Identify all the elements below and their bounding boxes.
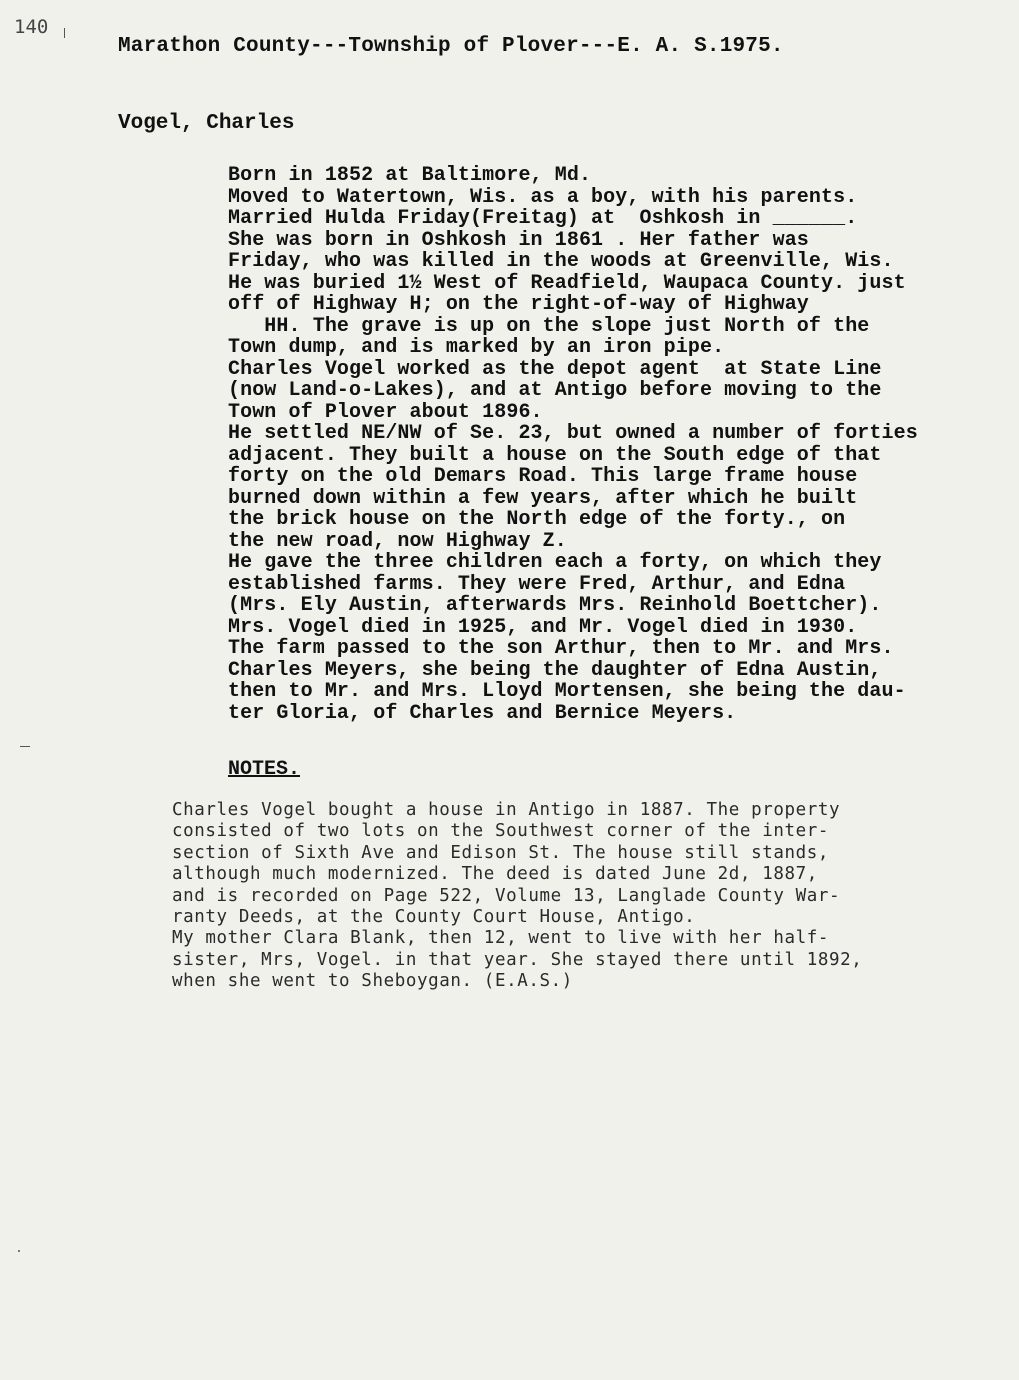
bio-line: burned down within a few years, after which he built	[228, 486, 858, 510]
bio-line: then to Mr. and Mrs. Lloyd Mortensen, she being the dau-	[228, 680, 906, 703]
bio-line: Charles Vogel worked as the depot agent at State Line	[228, 357, 882, 381]
biography-body	[228, 165, 1008, 724]
subject-name: Vogel, Charles	[118, 112, 295, 135]
notes-heading: NOTES.	[228, 758, 301, 781]
bio-line: adjacent. They built a house on the South edge of that	[228, 443, 882, 467]
note-line: section of Sixth Ave and Edison St. The house still stands,	[172, 842, 830, 863]
bio-line: The farm passed to the son Arthur, then to Mr. and Mrs.	[228, 637, 894, 660]
bio-line: He was buried 1½ West of Readfield, Waupaca County. just	[228, 271, 906, 295]
bio-line: Moved to Watertown, Wis. as a boy, with his parents.	[228, 185, 858, 209]
bio-line: (now Land-o-Lakes), and at Antigo before moving to the	[228, 379, 882, 402]
margin-tick	[64, 28, 65, 38]
bio-line: Born in 1852 at Baltimore, Md.	[228, 164, 592, 187]
document-header: Marathon County---Township of Plover---E. A. S.1975.	[118, 35, 784, 58]
note-line: sister, Mrs, Vogel. in that year. She stayed there until 1892,	[172, 949, 863, 970]
bio-line: Married Hulda Friday(Freitag) at Oshkosh in ______.	[228, 207, 858, 230]
note-line: ranty Deeds, at the County Court House, Antigo.	[172, 907, 696, 928]
bio-line: (Mrs. Ely Austin, afterwards Mrs. Reinhold Boettcher).	[228, 594, 882, 617]
note-line: My mother Clara Blank, then 12, went to live with her half-	[172, 928, 830, 949]
notes-body	[172, 800, 992, 993]
note-line: and is recorded on Page 522, Volume 13, Langlade County War-	[172, 885, 841, 906]
bio-line: the new road, now Highway Z.	[228, 529, 567, 553]
bio-line: ter Gloria, of Charles and Bernice Meyers.	[228, 701, 737, 725]
bio-line: forty on the old Demars Road. This large frame house	[228, 465, 858, 488]
bio-line: Charles Meyers, she being the daughter of Edna Austin,	[228, 658, 882, 682]
bio-line: He gave the three children each a forty, on which they	[228, 551, 882, 574]
bio-line: Town of Plover about 1896.	[228, 400, 543, 424]
margin-tick	[18, 1250, 20, 1252]
note-line: although much modernized. The deed is dated June 2d, 1887,	[172, 864, 818, 885]
bio-line: HH. The grave is up on the slope just North of the	[228, 314, 870, 338]
bio-line: Town dump, and is marked by an iron pipe.	[228, 336, 725, 359]
note-line: consisted of two lots on the Southwest corner of the inter-	[172, 821, 830, 842]
bio-line: She was born in Oshkosh in 1861 . Her father was	[228, 228, 809, 252]
bio-line: Friday, who was killed in the woods at Greenville, Wis.	[228, 250, 894, 273]
bio-line: He settled NE/NW of Se. 23, but owned a number of forties	[228, 422, 918, 445]
margin-tick	[20, 746, 30, 747]
page-number: 140	[14, 16, 49, 38]
note-line: when she went to Sheboygan. (E.A.S.)	[172, 971, 573, 992]
bio-line: Mrs. Vogel died in 1925, and Mr. Vogel died in 1930.	[228, 615, 858, 639]
bio-line: established farms. They were Fred, Arthur, and Edna	[228, 572, 846, 596]
bio-line: the brick house on the North edge of the forty., on	[228, 508, 846, 531]
note-line: Charles Vogel bought a house in Antigo in 1887. The property	[172, 800, 841, 820]
bio-line: off of Highway H; on the right-of-way of Highway	[228, 293, 809, 316]
